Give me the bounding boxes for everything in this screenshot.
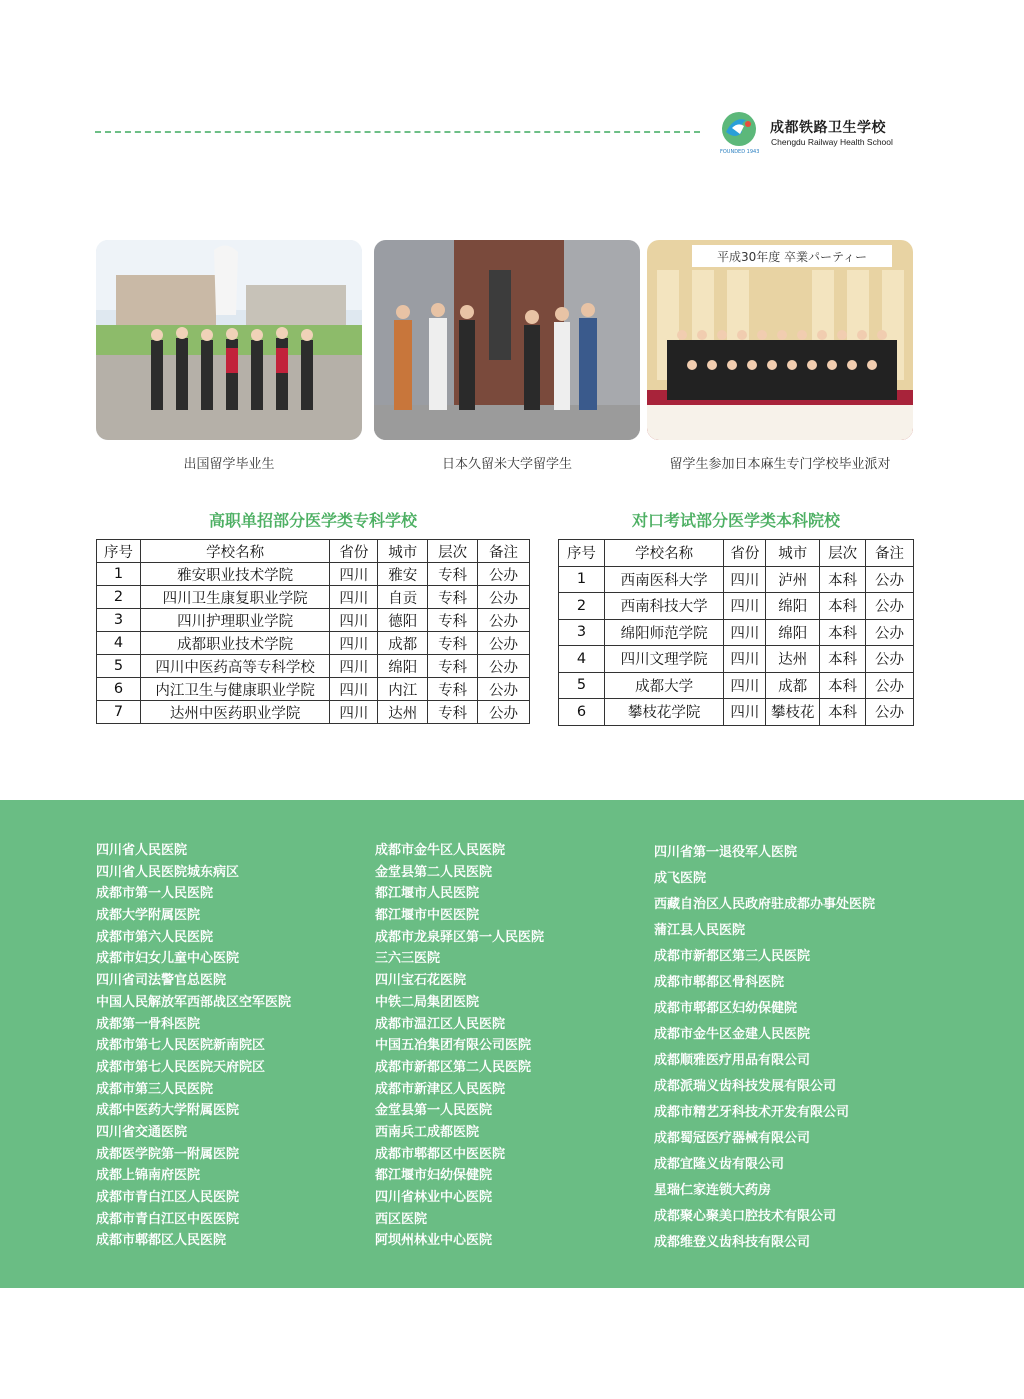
table-cell: 达州中医药职业学院	[140, 701, 329, 724]
table-cell: 达州	[766, 646, 820, 673]
table-cell: 绵阳师范学院	[604, 619, 724, 646]
table-row	[559, 619, 914, 646]
hospital-name: 成都市新都区第三人民医院	[654, 949, 811, 964]
table-row	[559, 593, 914, 620]
table-cell: 4	[559, 646, 605, 673]
table-cell: 5	[97, 655, 141, 678]
school-name-cn: 成都铁路卫生学校	[770, 120, 886, 136]
table-cell: 公办	[478, 678, 530, 701]
table-cell: 四川中医药高等专科学校	[140, 655, 329, 678]
table-cell: 四川	[330, 632, 378, 655]
table-cell: 6	[559, 699, 605, 726]
table-cell: 专科	[428, 655, 478, 678]
table-cell: 四川	[724, 619, 766, 646]
hospital-name: 成都市郫都区妇幼保健院	[654, 1001, 798, 1016]
table-cell: 本科	[820, 619, 866, 646]
hospital-name: 成都第一骨科医院	[96, 1016, 201, 1032]
table-cell: 4	[97, 632, 141, 655]
table-cell: 四川	[330, 655, 378, 678]
table-cell: 本科	[820, 646, 866, 673]
photo-graduation-party	[647, 240, 913, 440]
party-banner-text: 平成30年度 卒業パーティー	[716, 250, 868, 264]
hospital-name: 四川宝石花医院	[375, 973, 467, 989]
hospital-name: 成飞医院	[654, 871, 707, 886]
hospital-name: 成都市龙泉驿区第一人民医院	[375, 929, 545, 945]
table-row	[559, 646, 914, 673]
hospital-name: 成都大学附属医院	[96, 908, 201, 924]
table-cell: 公办	[866, 646, 914, 673]
hospital-name: 成都市第七人民医院天府院区	[96, 1059, 266, 1075]
table-cell: 绵阳	[766, 619, 820, 646]
table-row	[559, 672, 914, 699]
table-header-cell: 城市	[378, 540, 428, 563]
hospital-name: 成都上锦南府医院	[96, 1168, 201, 1184]
table-row	[97, 632, 530, 655]
hospital-name: 成都市金牛区金建人民医院	[654, 1027, 811, 1042]
table-cell: 四川	[724, 566, 766, 593]
hospital-name: 成都蜀冠医疗器械有限公司	[654, 1131, 811, 1146]
table-cell: 四川卫生康复职业学院	[140, 586, 329, 609]
table-cell: 四川	[724, 672, 766, 699]
table-cell: 7	[97, 701, 141, 724]
table-cell: 2	[97, 586, 141, 609]
table-cell: 四川护理职业学院	[140, 609, 329, 632]
table-cell: 成都职业技术学院	[140, 632, 329, 655]
table-header-cell: 省份	[330, 540, 378, 563]
hospital-name: 成都顺雅医疗用品有限公司	[654, 1053, 811, 1068]
photo-caption: 日本久留米大学留学生	[441, 457, 572, 472]
hospital-name: 四川省第一退役军人医院	[654, 845, 798, 860]
table-cell: 公办	[866, 566, 914, 593]
hospital-name: 成都聚心聚美口腔技术有限公司	[654, 1209, 837, 1224]
hospital-name: 西藏自治区人民政府驻成都办事处医院	[654, 897, 876, 912]
table-cell: 3	[559, 619, 605, 646]
table-cell: 专科	[428, 678, 478, 701]
table-cell: 四川	[724, 646, 766, 673]
table-cell: 本科	[820, 566, 866, 593]
school-name-en: Chengdu Railway Health School	[771, 137, 893, 147]
hospital-name: 成都市新津区人民医院	[375, 1081, 506, 1097]
table-cell: 公办	[866, 593, 914, 620]
table-cell: 公办	[866, 619, 914, 646]
table-cell: 四川	[724, 593, 766, 620]
table-cell: 攀枝花	[766, 699, 820, 726]
table-cell: 绵阳	[378, 655, 428, 678]
table-cell: 专科	[428, 563, 478, 586]
table-cell: 自贡	[378, 586, 428, 609]
table-cell: 攀枝花学院	[604, 699, 724, 726]
hospital-name: 成都市妇女儿童中心医院	[96, 951, 240, 967]
table-row	[97, 678, 530, 701]
hospital-list-column-2	[375, 840, 544, 1252]
hospital-name: 成都市郫都区人民医院	[96, 1233, 227, 1249]
hospital-name: 四川省交通医院	[96, 1124, 188, 1140]
hospital-name: 成都市温江区人民医院	[375, 1016, 506, 1032]
table-header-cell: 备注	[478, 540, 530, 563]
table-header-cell: 层次	[820, 540, 866, 567]
table-row	[97, 609, 530, 632]
table-cell: 绵阳	[766, 593, 820, 620]
table-cell: 公办	[478, 632, 530, 655]
hospital-name: 都江堰市中医医院	[375, 908, 480, 924]
table-title-undergraduate: 对口考试部分医学类本科院校	[631, 511, 840, 530]
table-cell: 西南医科大学	[604, 566, 724, 593]
table-cell: 成都	[766, 672, 820, 699]
hospital-name: 成都市金牛区人民医院	[375, 843, 506, 858]
hospital-name: 西南兵工成都医院	[375, 1124, 480, 1140]
hospital-name: 成都市第一人民医院	[96, 886, 214, 902]
table-cell: 本科	[820, 593, 866, 620]
hospital-name: 四川省人民医院	[96, 843, 188, 858]
hospital-name: 成都市新都区第二人民医院	[375, 1059, 532, 1075]
table-cell: 公办	[478, 609, 530, 632]
table-header-cell: 学校名称	[140, 540, 329, 563]
table-cell: 公办	[478, 701, 530, 724]
table-cell: 四川	[330, 678, 378, 701]
hospital-name: 成都市第七人民医院新南院区	[96, 1038, 266, 1054]
hospital-name: 西区医院	[375, 1211, 428, 1227]
hospital-name: 金堂县第二人民医院	[375, 864, 493, 880]
photo-caption: 出国留学毕业生	[183, 457, 275, 472]
hospital-list-column-1	[96, 840, 291, 1252]
photo-graduates	[96, 240, 362, 440]
table-row	[97, 586, 530, 609]
table-cell: 本科	[820, 699, 866, 726]
table-cell: 德阳	[378, 609, 428, 632]
table-cell: 本科	[820, 672, 866, 699]
table-cell: 成都	[378, 632, 428, 655]
table-cell: 成都大学	[604, 672, 724, 699]
hospital-name: 成都市郫都区中医医院	[375, 1146, 506, 1162]
table-cell: 3	[97, 609, 141, 632]
table-cell: 四川	[330, 586, 378, 609]
table-cell: 四川	[724, 699, 766, 726]
hospital-name: 成都医学院第一附属医院	[96, 1146, 240, 1162]
table-header-cell: 省份	[724, 540, 766, 567]
table-cell: 公办	[478, 586, 530, 609]
hospital-name: 成都宜隆义齿有限公司	[654, 1157, 785, 1172]
table-header-cell: 城市	[766, 540, 820, 567]
table-row	[559, 699, 914, 726]
hospital-name: 成都派瑞义齿科技发展有限公司	[654, 1079, 837, 1094]
hospital-name: 都江堰市人民医院	[375, 886, 480, 902]
table-cell: 专科	[428, 632, 478, 655]
table-cell: 6	[97, 678, 141, 701]
undergraduate-schools-table	[558, 539, 914, 726]
table-cell: 1	[559, 566, 605, 593]
table-row	[97, 655, 530, 678]
hospital-name: 金堂县第一人民医院	[375, 1103, 493, 1119]
vocational-schools-table	[96, 539, 530, 724]
hospital-name: 成都市青白江区中医医院	[96, 1211, 240, 1227]
table-cell: 泸州	[766, 566, 820, 593]
table-cell: 内江卫生与健康职业学院	[140, 678, 329, 701]
table-header-cell: 序号	[97, 540, 141, 563]
table-header-cell: 备注	[866, 540, 914, 567]
table-cell: 公办	[866, 699, 914, 726]
table-cell: 四川	[330, 563, 378, 586]
table-cell: 5	[559, 672, 605, 699]
table-title-vocational: 高职单招部分医学类专科学校	[208, 511, 417, 530]
table-cell: 四川	[330, 701, 378, 724]
table-cell: 公办	[478, 563, 530, 586]
table-row	[559, 566, 914, 593]
hospital-name: 四川省林业中心医院	[375, 1190, 493, 1205]
table-row	[97, 563, 530, 586]
table-cell: 2	[559, 593, 605, 620]
hospital-name: 都江堰市妇幼保健院	[375, 1168, 493, 1184]
table-cell: 雅安职业技术学院	[140, 563, 329, 586]
hospital-name: 成都市青白江区人民医院	[96, 1190, 240, 1205]
logo-founded-caption: FOUNDED 1943	[720, 149, 760, 155]
hospital-name: 中国五冶集团有限公司医院	[375, 1038, 532, 1054]
table-header-cell: 层次	[428, 540, 478, 563]
hospital-name: 阿坝州林业中心医院	[375, 1233, 493, 1249]
hospital-name: 星瑞仁家连锁大药房	[654, 1183, 772, 1198]
table-cell: 四川	[330, 609, 378, 632]
table-cell: 1	[97, 563, 141, 586]
table-cell: 达州	[378, 701, 428, 724]
table-cell: 公办	[866, 672, 914, 699]
table-header-cell: 序号	[559, 540, 605, 567]
header-dashed-divider	[95, 131, 700, 133]
hospital-name: 蒲江县人民医院	[654, 923, 746, 938]
table-cell: 内江	[378, 678, 428, 701]
hospital-name: 成都中医药大学附属医院	[96, 1103, 240, 1119]
table-cell: 西南科技大学	[604, 593, 724, 620]
school-logo-icon	[718, 110, 760, 154]
photo-caption: 留学生参加日本麻生专门学校毕业派对	[669, 457, 891, 472]
hospital-name: 成都维登义齿科技有限公司	[654, 1235, 811, 1250]
hospital-name: 成都市郫都区骨科医院	[654, 975, 785, 990]
hospital-name: 中铁二局集团医院	[375, 994, 480, 1010]
hospital-name: 成都市精艺牙科技术开发有限公司	[654, 1105, 850, 1120]
hospital-list-column-3	[654, 840, 875, 1256]
hospital-name: 成都市第六人民医院	[96, 929, 214, 945]
hospital-name: 四川省人民医院城东病区	[96, 864, 240, 880]
table-header-cell: 学校名称	[604, 540, 724, 567]
table-cell: 专科	[428, 586, 478, 609]
hospital-name: 成都市第三人民医院	[96, 1081, 214, 1097]
table-cell: 公办	[478, 655, 530, 678]
table-cell: 四川文理学院	[604, 646, 724, 673]
table-row	[97, 701, 530, 724]
table-cell: 雅安	[378, 563, 428, 586]
table-cell: 专科	[428, 701, 478, 724]
hospital-name: 三六三医院	[375, 951, 441, 967]
table-cell: 专科	[428, 609, 478, 632]
hospital-name: 中国人民解放军西部战区空军医院	[96, 994, 292, 1010]
hospital-name: 四川省司法警官总医院	[96, 973, 227, 989]
photo-kurume-students	[374, 240, 640, 440]
